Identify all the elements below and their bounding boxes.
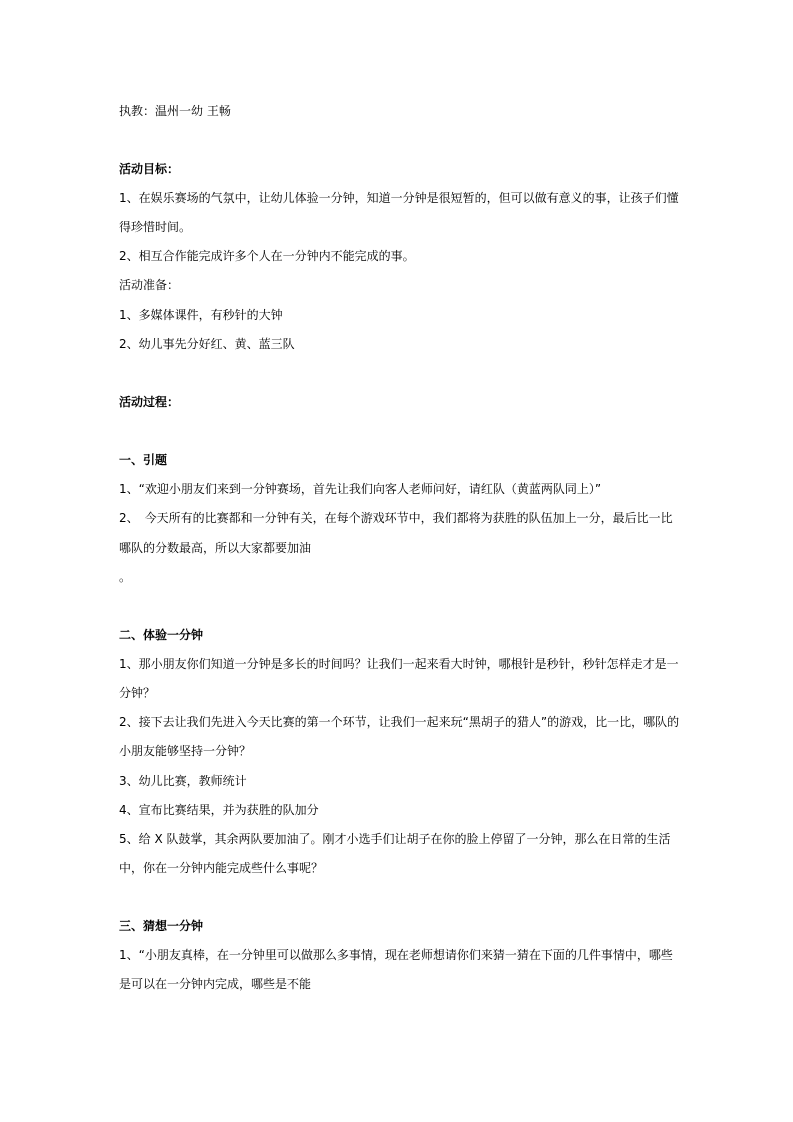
section-3-heading: 三、猜想一分钟 <box>119 919 204 933</box>
s2-item-3: 3、幼儿比赛，教师统计 <box>119 774 247 788</box>
s1-item-1: 1、“欢迎小朋友们来到一分钟赛场，首先让我们向客人老师问好，请红队（黄蓝两队同上）” <box>119 482 602 496</box>
prep-2: 2、幼儿事先分好红、黄、蓝三队 <box>119 337 295 351</box>
section-2-heading: 二、体验一分钟 <box>119 628 204 642</box>
s1-item-2-line-1: 2、 今天所有的比赛都和一分钟有关，在每个游戏环节中，我们都将为获胜的队伍加上一分，最后比一比 <box>119 511 673 525</box>
s3-item-1-line-1: 1、“小朋友真棒，在一分钟里可以做那么多事情，现在老师想请你们来猜一猜在下面的几件事情中，哪些 <box>119 948 673 962</box>
s2-item-1-line-1: 1、那小朋友你们知道一分钟是多长的时间吗？让我们一起来看大时钟，哪根针是秒针，秒针怎样走才是一 <box>119 657 679 671</box>
goals-heading: 活动目标： <box>119 162 180 176</box>
s2-item-2-line-1: 2、接下去让我们先进入今天比赛的第一个环节，让我们一起来玩“黑胡子的猎人”的游戏，比一比，哪队的 <box>119 715 680 729</box>
s2-item-5-line-1: 5、给 X 队鼓掌，其余两队要加油了。刚才小选手们让胡子在你的脸上停留了一分钟，那么在日常的生活 <box>119 832 671 846</box>
s1-item-2-line-3: 。 <box>119 570 132 584</box>
s2-item-2-line-2: 小朋友能够坚持一分钟？ <box>119 744 252 758</box>
s2-item-4: 4、宣布比赛结果，并为获胜的队加分 <box>119 803 319 817</box>
goal-1-line-1: 1、在娱乐赛场的气氛中，让幼儿体验一分钟，知道一分钟是很短暂的，但可以做有意义的事，让孩子们懂 <box>119 191 679 205</box>
s2-item-1-line-2: 分钟？ <box>119 686 156 700</box>
goal-1-line-2: 得珍惜时间。 <box>119 220 192 234</box>
teacher-line: 执教：温州一幼 王畅 <box>119 104 231 118</box>
prep-1: 1、多媒体课件，有秒针的大钟 <box>119 308 283 322</box>
s3-item-1-line-2: 是可以在一分钟内完成，哪些是不能 <box>119 977 312 991</box>
section-1-heading: 一、引题 <box>119 453 168 467</box>
goal-2: 2、相互合作能完成许多个人在一分钟内不能完成的事。 <box>119 249 415 263</box>
process-heading: 活动过程： <box>119 395 180 409</box>
s1-item-2-line-2: 哪队的分数最高，所以大家都要加油 <box>119 541 312 555</box>
prep-heading: 活动准备： <box>119 278 180 292</box>
s2-item-5-line-2: 中，你在一分钟内能完成些什么事呢？ <box>119 861 324 875</box>
